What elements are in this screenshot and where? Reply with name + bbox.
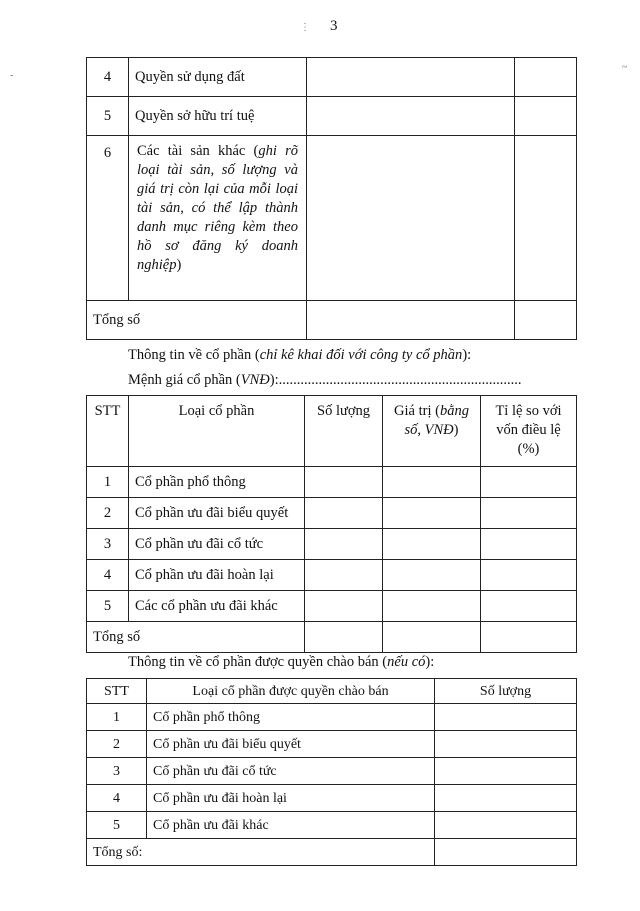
ratio-cell: [481, 560, 577, 591]
text-italic: nếu có: [387, 654, 426, 670]
quantity-cell: [435, 839, 577, 866]
table-row: [87, 731, 577, 758]
par-value-line: [128, 372, 521, 389]
stt-cell: 4: [87, 785, 147, 812]
stt-cell: 4: [87, 560, 129, 591]
ratio-cell: [515, 301, 577, 340]
header-ratio: Tỉ lệ so với vốn điều lệ (%): [481, 396, 577, 467]
ratio-cell: [481, 529, 577, 560]
shares-table: [86, 395, 577, 653]
share-type-label: Cổ phần ưu đãi khác: [147, 812, 435, 839]
table-row: [87, 529, 577, 560]
value-cell: [307, 97, 515, 136]
ratio-cell: [481, 498, 577, 529]
share-type-label: Cổ phần phổ thông: [147, 704, 435, 731]
stt-cell: 6: [87, 136, 129, 301]
stt-cell: 4: [87, 58, 129, 97]
quantity-cell: [435, 785, 577, 812]
offer-table: [86, 678, 577, 866]
value-cell: [383, 591, 481, 622]
value-cell: [383, 529, 481, 560]
ratio-cell: [515, 58, 577, 97]
text-italic: chỉ kê khai đối với công ty cổ phần: [259, 347, 463, 363]
text-plain: Thông tin về cổ phần (: [128, 347, 260, 363]
table-row: [87, 812, 577, 839]
text-plain: ): [453, 422, 459, 438]
total-label: Tổng số:: [87, 839, 435, 866]
asset-label: Quyền sử dụng đất: [129, 58, 307, 97]
header-stt: STT: [87, 396, 129, 467]
quantity-cell: [435, 812, 577, 839]
text-plain: ):: [425, 654, 435, 670]
header-value: [383, 396, 481, 467]
value-cell: [383, 467, 481, 498]
scan-mark-left: -: [10, 70, 14, 81]
header-type: Loại cổ phần được quyền chào bán: [147, 679, 435, 704]
stt-cell: 3: [87, 758, 147, 785]
quantity-cell: [305, 560, 383, 591]
quantity-cell: [305, 622, 383, 653]
quantity-cell: [435, 731, 577, 758]
text-plain: ):: [462, 347, 472, 363]
stt-cell: 3: [87, 529, 129, 560]
table-row: [87, 785, 577, 812]
text-plain: Thông tin về cổ phần được quyền chào bán (: [128, 654, 388, 670]
header-stt: STT: [87, 679, 147, 704]
share-type-label: Cổ phần ưu đãi biểu quyết: [129, 498, 305, 529]
header-type: Loại cổ phần: [129, 396, 305, 467]
label-plain: Các tài sản khác (: [137, 143, 259, 159]
stt-cell: 2: [87, 498, 129, 529]
ratio-cell: [515, 97, 577, 136]
label-note: ghi rõ loại tài sản, số lượng và giá trị còn lại của mỗi loại tài sản, có thể lập thành danh mục riêng kèm theo hồ sơ đăng ký doanh nghiệp: [137, 143, 298, 273]
asset-label: Quyền sở hữu trí tuệ: [129, 97, 307, 136]
value-cell: [383, 560, 481, 591]
stt-cell: 1: [87, 704, 147, 731]
stt-cell: 5: [87, 591, 129, 622]
table-row: [87, 58, 577, 97]
offer-info-heading: [128, 654, 434, 671]
stt-cell: 1: [87, 467, 129, 498]
share-type-label: Cổ phần ưu đãi biểu quyết: [147, 731, 435, 758]
table-row: [87, 560, 577, 591]
share-type-label: Cổ phần ưu đãi hoàn lại: [147, 785, 435, 812]
table-row: [87, 758, 577, 785]
text-italic: VNĐ: [240, 372, 270, 388]
table-row: [87, 97, 577, 136]
table-row-total: [87, 622, 577, 653]
table-header: [87, 396, 577, 467]
text-italic: bằng số, VNĐ: [404, 403, 469, 438]
ratio-cell: [481, 467, 577, 498]
stt-cell: 2: [87, 731, 147, 758]
scan-mark-right: ~: [622, 62, 628, 73]
table-header: [87, 679, 577, 704]
value-cell: [307, 58, 515, 97]
share-type-label: Cổ phần ưu đãi cổ tức: [147, 758, 435, 785]
text-plain: ):...................................................................: [269, 372, 522, 388]
text-plain: Mệnh giá cổ phần (: [128, 372, 241, 388]
value-cell: [383, 498, 481, 529]
stt-cell: 5: [87, 812, 147, 839]
table-row-total: [87, 839, 577, 866]
text-plain: Giá trị (: [394, 403, 440, 419]
label-close: ): [176, 257, 182, 273]
shares-info-heading: [128, 347, 471, 364]
quantity-cell: [435, 704, 577, 731]
page-number: 3: [330, 18, 338, 34]
ratio-cell: [515, 136, 577, 301]
ratio-cell: [481, 591, 577, 622]
asset-label-other: [129, 136, 307, 301]
table-row: [87, 498, 577, 529]
table-row: [87, 467, 577, 498]
assets-table: [86, 57, 577, 340]
share-type-label: Các cổ phần ưu đãi khác: [129, 591, 305, 622]
quantity-cell: [305, 591, 383, 622]
table-row: [87, 591, 577, 622]
ratio-cell: [481, 622, 577, 653]
table-row: [87, 704, 577, 731]
share-type-label: Cổ phần ưu đãi hoàn lại: [129, 560, 305, 591]
quantity-cell: [305, 467, 383, 498]
value-cell: [383, 622, 481, 653]
quantity-cell: [305, 529, 383, 560]
quantity-cell: [435, 758, 577, 785]
header-quantity: Số lượng: [435, 679, 577, 704]
table-row-total: [87, 301, 577, 340]
margin-tick: ⋮: [300, 22, 310, 33]
total-label: Tổng số: [87, 622, 305, 653]
stt-cell: 5: [87, 97, 129, 136]
value-cell: [307, 136, 515, 301]
quantity-cell: [305, 498, 383, 529]
value-cell: [307, 301, 515, 340]
total-label: Tổng số: [87, 301, 307, 340]
header-quantity: Số lượng: [305, 396, 383, 467]
table-row: [87, 136, 577, 301]
share-type-label: Cổ phần phổ thông: [129, 467, 305, 498]
share-type-label: Cổ phần ưu đãi cổ tức: [129, 529, 305, 560]
